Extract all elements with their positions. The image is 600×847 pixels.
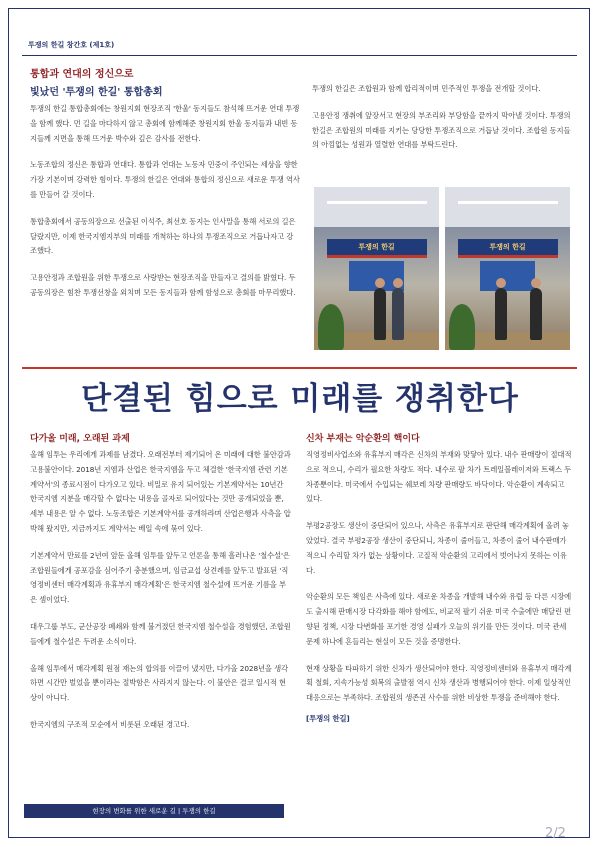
right-article-paragraph: 악순환의 모든 책임은 사측에 있다. 새로운 차종을 개발해 내수와 유럽 등 다른 시장에도 출시해 판매시장 다각화를 해야 함에도, 비교적 팔기 쉬운 미국 수출에만 매달린 편향된 정책, 시장 다변화를 포기한 경영 실패가 오늘의 위기를 만든 것이다. 미국 관세 문제 하나에 흔들리는 현실이 모든 것을 증명한다. — [306, 592, 572, 646]
left-article — [30, 431, 292, 745]
event-photo-speakers — [445, 187, 570, 350]
right-article-paragraph: 부평2공장도 생산이 중단되어 있으나, 사측은 유휴부지로 판단해 매각계획에 올려 놓았었다. 결국 부평2공장 생산이 중단되니, 차종이 줄어들고, 차종이 줄어 내수판매가 적으니 수리할 차가 없는 상황이다. 고질적 악순환의 고리에서 벗어나지 못하는 이유다. — [306, 521, 569, 575]
lead-right-paragraph: 투쟁의 한길은 조합원과 함께 합리적이며 민주적인 투쟁을 전개할 것이다. — [312, 84, 541, 93]
event-photos — [314, 187, 570, 350]
left-article-paragraph: 기본계약서 만료를 2년여 앞둔 올해 임투를 앞두고 언론을 통해 흘러나온 '철수설'은 조합원들에게 공포감을 심어주기 충분했으며, 임금교섭 상견례를 앞두고 발표된 '직영정비센터 매각계획과 유휴부지 매각계획'은 한국지엠 철수설에 뜨거운 기름을 부은 셈이었다. — [30, 550, 290, 605]
photo-banner: 투쟁의 한길 — [327, 239, 427, 258]
left-article-title: 다가올 미래, 오래된 과제 — [30, 434, 130, 444]
left-article-paragraph: 올해 임투는 우리에게 과제를 남겼다. 오래전부터 제기되어 온 미래에 대한 불안감과 고용불안이다. 2018년 지엠과 산업은 한국지엠을 두고 체결한 '한국지엠 관련 기본계약서'의 종료시점이 다가오고 있다. 비밀로 유지 되어있는 기본계약서는 10년간 한국지엠 지분을 매각할 수 없다는 내용을 골자로 되어있다는 것만 공개되었을 뿐, 세부 내용은 알 수 없다. 노동조합은 기본계약서를 공개하라며 산업은행과 사측을 압박해 왔지만, 지금까지도 계약서는 베일 속에 묶여 있다. — [30, 450, 291, 533]
lead-paragraph: 고용안정과 조합원을 위한 투쟁으로 사랑받는 현장조직을 만들자고 결의를 밝혔다. 두 공동의장은 힘찬 투쟁선창을 외치며 모든 동지들과 함께 함성으로 총회를 마무리했다. — [30, 273, 296, 297]
left-article-paragraph: 올해 임투에서 매각계획 원점 재논의 합의를 이끌어 냈지만, 다가올 2028년을 생각하면 시간만 벌었을 뿐이라는 절박함은 사라지지 않는다. 이 불안은 결코 일시적 현상이 아니다. — [30, 663, 288, 703]
headline: 단결된 힘으로 미래를 쟁취한다 — [81, 381, 519, 417]
event-photo-handshake — [314, 187, 439, 350]
lead-paragraph: 노동조합의 정신은 통합과 연대다. 통합과 연대는 노동자 민중이 주인되는 세상을 향한 가장 기본이며 강력한 힘이다. 투쟁의 한길은 연대와 통합의 정신으로 새로운 투쟁 역사를 만들어 갈 것이다. — [30, 160, 300, 199]
signoff: [투쟁의 한길] — [306, 713, 350, 723]
lead-right-column — [312, 82, 574, 165]
footer-bar: 현장의 변화를 위한 새로운 길 | 투쟁의 한길 — [24, 804, 284, 818]
lead-paragraph: 통합총회에서 공동의장으로 선출된 이석주, 최선호 동지는 인사말을 통해 서로의 길은 달랐지만, 이제 한국지엠지부의 미래를 개척하는 하나의 투쟁조직으로 거듭나자고 강조했다. — [30, 216, 296, 256]
header-rule — [22, 55, 577, 56]
lead-title-line2: 빛났던 '투쟁의 한길' 통합총회 — [30, 87, 163, 98]
lead-right-paragraph: 고용안정 쟁취에 앞장서고 현장의 부조리와 부당함을 끝까지 막아낼 것이다. 투쟁의 한길은 조합원의 미래를 지키는 당당한 투쟁조직으로 거듭날 것이다. 조합원 동지들의 아낌없는 성원과 열렬한 연대를 부탁드린다. — [312, 110, 571, 150]
section-divider — [22, 367, 577, 369]
right-article — [306, 431, 572, 727]
header-label: 투쟁의 한길 창간호 (제1호) — [28, 41, 115, 49]
right-article-paragraph: 직영정비사업소와 유휴부지 매각은 신차의 부재와 맞닿아 있다. 내수 판매량이 절대적으로 적으니, 수리가 필요한 차량도 적다. 내수로 팔 차가 트레일블레이저와 트랙스 두 차종뿐이다. 미국에서 수입되는 쉐보레 차량 판매량도 바닥이다. 악순환이 계속되고 있다. — [306, 450, 572, 504]
lead-title — [30, 66, 300, 102]
right-article-title: 신차 부재는 악순환의 핵이다 — [306, 434, 420, 444]
right-article-paragraph: 현재 상황을 타파하기 위한 신차가 생산되어야 한다. 직영정비센터와 유휴부지 매각계획 철회, 지속가능성 회복의 출발점 역시 신차 생산과 병행되어야 한다. 이제 일상적인 대응으로는 부족하다. 조합원의 생존권 사수를 위한 비상한 투쟁을 준비해야 한다. — [306, 663, 572, 703]
left-article-paragraph: 대우그룹 부도, 군산공장 폐쇄와 함께 불거졌던 한국지엠 철수설을 경험했던, 조합원들에게 철수설은 두려운 소식이다. — [30, 621, 291, 646]
page-number: 2/2 — [545, 826, 566, 841]
photo-banner: 투쟁의 한길 — [458, 239, 558, 258]
left-article-paragraph: 한국지엠의 구조적 모순에서 비롯된 오래된 경고다. — [30, 719, 190, 729]
lead-left-column — [30, 102, 300, 313]
lead-paragraph: 투쟁의 한길 통합총회에는 창원지회 현장조직 '한울' 동지들도 참석해 뜨거운 연대 투쟁을 함께 했다. 먼 길을 마다하지 않고 총회에 함께해준 창원지회 한울 동지들과 내빈 동지들께 지면을 통해 뜨거운 박수와 깊은 감사를 전한다. — [30, 104, 300, 143]
lead-title-line1: 통합과 연대의 정신으로 — [30, 69, 134, 80]
